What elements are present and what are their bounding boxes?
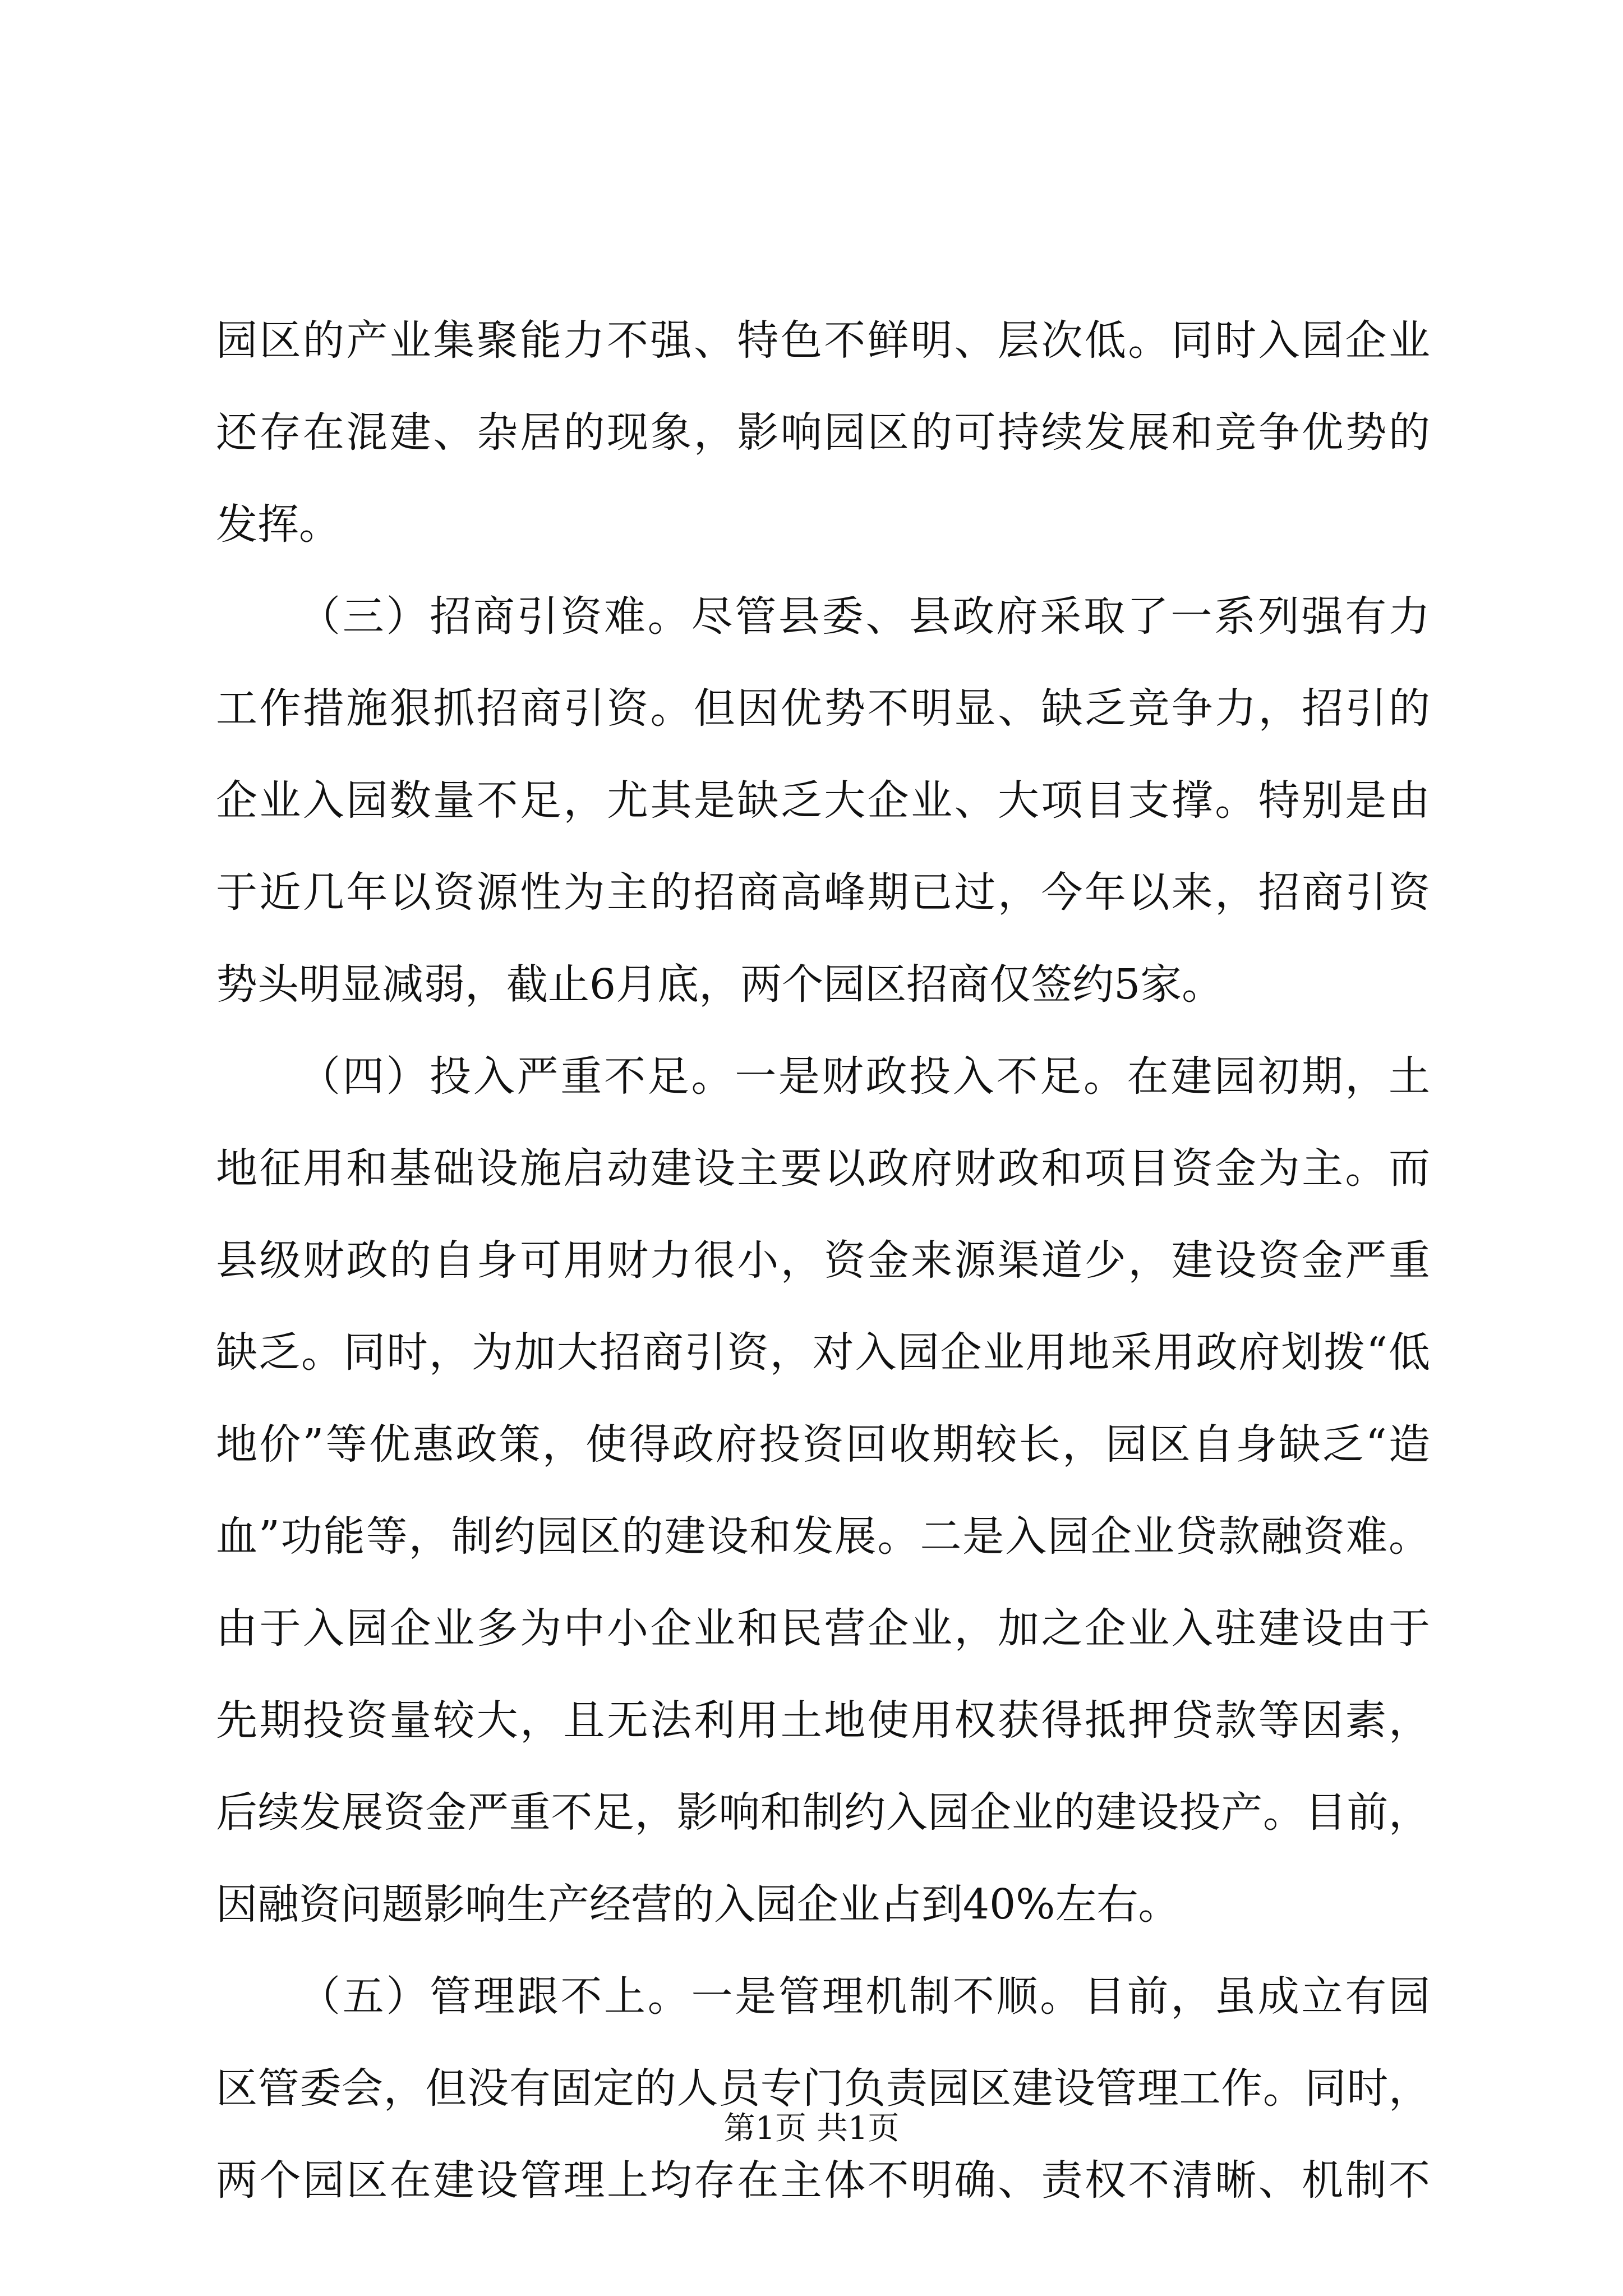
document-body [216, 295, 1430, 2226]
text-line: 工作措施狠抓招商引资。但因优势不明显、缺乏竞争力，招引的 [216, 684, 1430, 733]
text-line: 先期投资量较大，且无法利用土地使用权获得抵押贷款等因素， [216, 1696, 1430, 1745]
text-line: 血”功能等，制约园区的建设和发展。二是入园企业贷款融资难。 [216, 1512, 1430, 1561]
text-line: 发挥。 [216, 500, 340, 549]
text-line: （五）管理跟不上。一是管理机制不顺。目前，虽成立有园 [299, 1972, 1430, 2021]
text-line: 地价”等优惠政策，使得政府投资回收期较长，园区自身缺乏“造 [216, 1420, 1430, 1469]
text-line: 企业入园数量不足，尤其是缺乏大企业、大项目支撑。特别是由 [216, 776, 1430, 825]
text-line: 缺乏。同时，为加大招商引资，对入园企业用地采用政府划拨“低 [216, 1328, 1430, 1377]
text-line: 于近几年以资源性为主的招商高峰期已过，今年以来，招商引资 [216, 868, 1430, 917]
text-line: 因融资问题影响生产经营的入园企业占到40%左右。 [216, 1880, 1180, 1929]
text-line: 势头明显减弱，截止6月底，两个园区招商仅签约5家。 [216, 960, 1224, 1009]
page-number-label: 第1页 共1页 [723, 2110, 900, 2147]
text-line: 后续发展资金严重不足，影响和制约入园企业的建设投产。目前， [216, 1788, 1430, 1837]
text-line: 还存在混建、杂居的现象，影响园区的可持续发展和竞争优势的 [216, 408, 1430, 457]
text-line: 由于入园企业多为中小企业和民营企业，加之企业入驻建设由于 [216, 1604, 1430, 1653]
text-line: （四）投入严重不足。一是财政投入不足。在建园初期，土 [299, 1052, 1430, 1101]
text-line: 区管委会，但没有固定的人员专门负责园区建设管理工作。同时， [216, 2064, 1430, 2113]
text-line: （三）招商引资难。尽管县委、县政府采取了一系列强有力 [299, 592, 1430, 641]
text-line: 地征用和基础设施启动建设主要以政府财政和项目资金为主。而 [216, 1144, 1430, 1193]
text-line: 县级财政的自身可用财力很小，资金来源渠道少，建设资金严重 [216, 1236, 1430, 1285]
page-footer [0, 2106, 1623, 2151]
text-line: 两个园区在建设管理上均存在主体不明确、责权不清晰、机制不 [216, 2156, 1430, 2205]
text-line: 园区的产业集聚能力不强、特色不鲜明、层次低。同时入园企业 [216, 316, 1430, 365]
